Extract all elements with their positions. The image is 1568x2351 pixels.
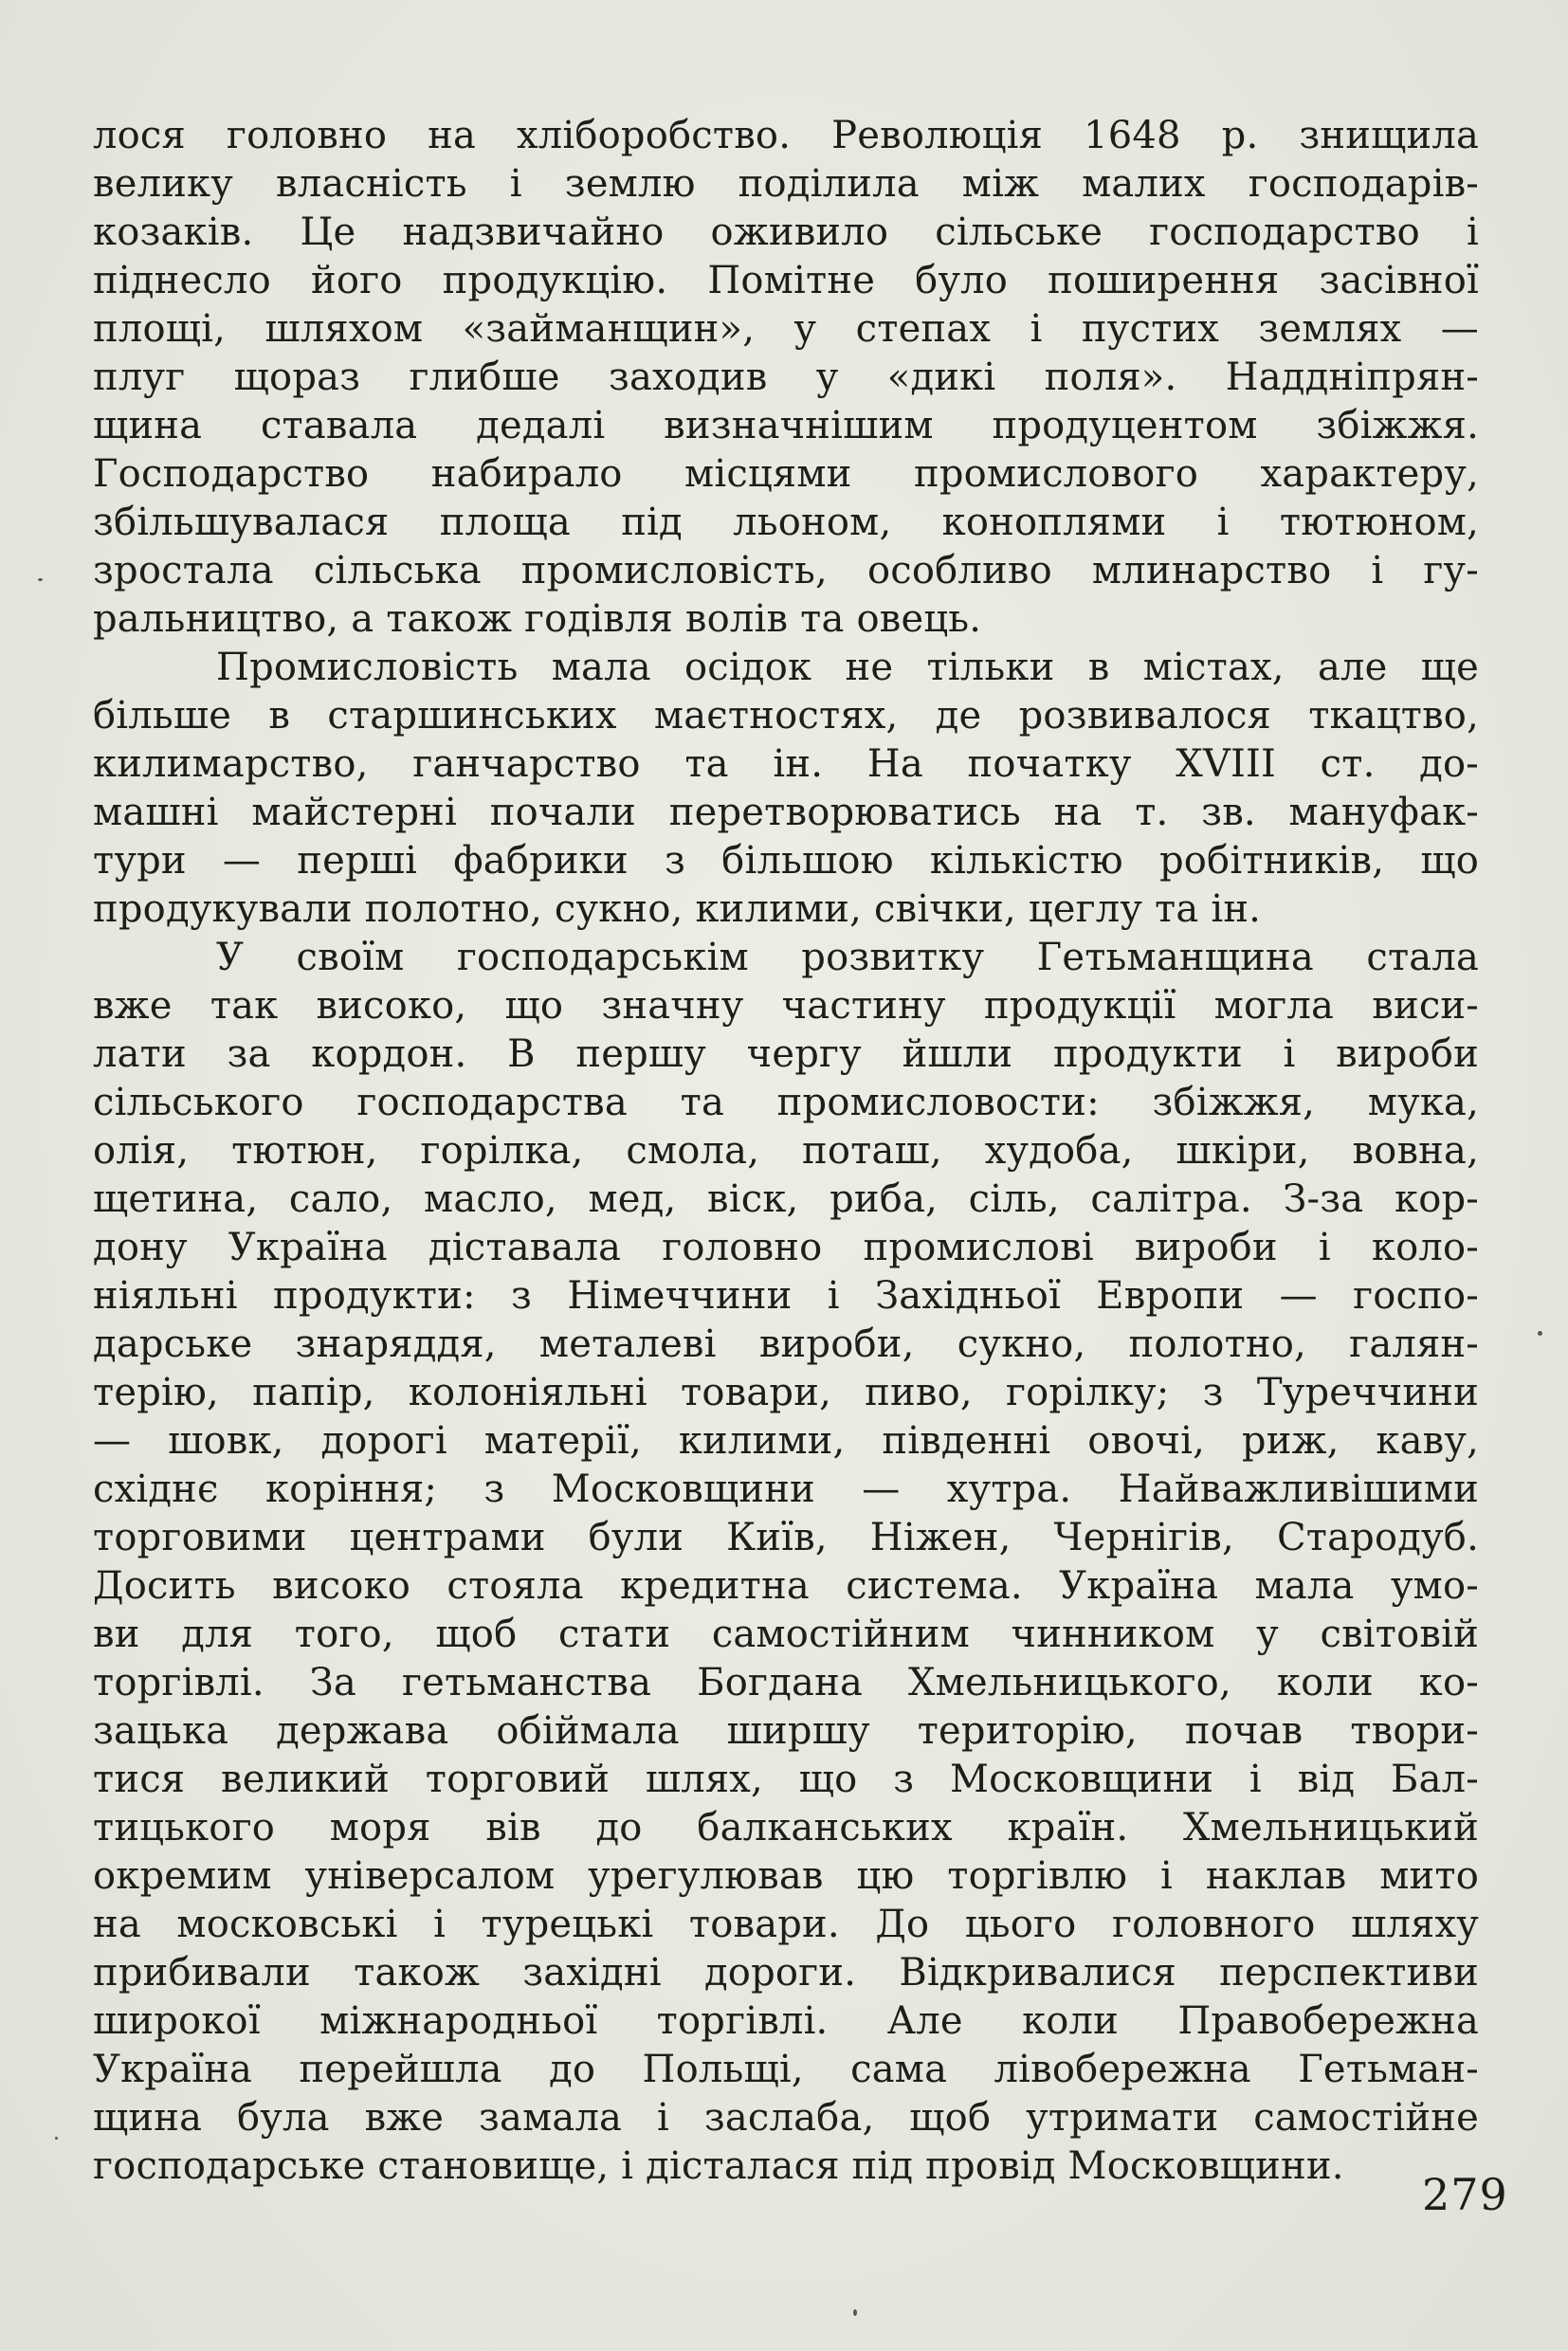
paper-speck <box>38 578 43 581</box>
text-line: козаків. Це надзвичайно оживило сільське господарство і <box>93 210 1479 254</box>
text-line: щина була вже замала і заслаба, щоб утримати самостійне <box>93 2096 1479 2140</box>
text-line: Промисловість мала осідок не тільки в містах, але ще <box>216 646 1479 689</box>
text-line: торговими центрами були Київ, Ніжен, Чернігів, Стародуб. <box>93 1516 1479 1559</box>
paragraph <box>93 934 1479 2191</box>
text-line: лати за кордон. В першу чергу йшли продукти і вироби <box>93 1032 1479 1076</box>
paper-speck <box>853 2309 857 2316</box>
text-line: вже так високо, що значну частину продукції могла виси- <box>93 984 1479 1028</box>
body-text <box>93 112 1479 2191</box>
paper-speck <box>55 2137 58 2140</box>
text-line: окремим універсалом урегулював цю торгівлю і наклав мито <box>93 1854 1479 1898</box>
text-line: Господарство набирало місцями промислового характеру, <box>93 452 1479 496</box>
text-line: щетина, сало, масло, мед, віск, риба, сіль, салітра. З-за кор- <box>93 1177 1479 1221</box>
text-line: лося головно на хліборобство. Революція 1648 р. знищила <box>93 114 1479 157</box>
text-line: машні майстерні почали перетворюватись на т. зв. мануфак- <box>93 791 1479 834</box>
text-line: дарське знаряддя, металеві вироби, сукно, полотно, галян- <box>93 1322 1479 1366</box>
text-line: килимарство, ганчарство та ін. На початку XVIII ст. до- <box>93 742 1479 786</box>
text-line: тури — перші фабрики з більшою кількістю робітників, що <box>93 839 1479 883</box>
text-line: ви для того, щоб стати самостійним чинником у світовій <box>93 1613 1479 1656</box>
text-line: продукували полотно, сукно, килими, свічки, цеглу та ін. <box>93 887 1262 931</box>
text-line: тися великий торговий шлях, що з Московщини і від Бал- <box>93 1758 1479 1801</box>
text-line: У своїм господарськім розвитку Гетьманщина стала <box>216 936 1479 979</box>
paper-speck <box>1538 1331 1542 1336</box>
text-line: сільського господарства та промисловости: збіжжя, мука, <box>93 1081 1479 1124</box>
text-line: зацька держава обіймала ширшу територію, почав твори- <box>93 1709 1479 1753</box>
text-line: збільшувалася площа під льоном, коноплями і тютюном, <box>93 501 1479 544</box>
text-line: Досить високо стояла кредитна система. Україна мала умо- <box>93 1564 1479 1608</box>
text-line: прибивали також західні дороги. Відкривалися перспективи <box>93 1951 1479 1995</box>
text-line: зростала сільська промисловість, особливо млинарство і гу- <box>93 549 1479 592</box>
text-line: піднесло його продукцію. Помітне було поширення засівної <box>93 259 1479 302</box>
text-line: ніяльні продукти: з Німеччини і Західньої Европи — госпо- <box>93 1274 1479 1318</box>
text-line: східнє коріння; з Московщини — хутра. Найважливішими <box>93 1467 1479 1511</box>
text-line: на московські і турецькі товари. До цього головного шляху <box>93 1903 1479 1946</box>
text-line: велику власність і землю поділила між малих господарів- <box>93 162 1479 206</box>
text-line: ральництво, а також годівля волів та овець. <box>93 597 982 641</box>
text-line: щина ставала дедалі визначнішим продуцентом збіжжя. <box>93 404 1479 447</box>
text-line: тицького моря вів до балканських країн. Хмельницький <box>93 1806 1479 1850</box>
text-line: дону Україна діставала головно промислові вироби і коло- <box>93 1226 1479 1269</box>
text-line: торгівлі. За гетьманства Богдана Хмельницького, коли ко- <box>93 1661 1479 1704</box>
paragraph <box>93 112 1479 644</box>
text-line: більше в старшинських маєтностях, де розвивалося ткацтво, <box>93 694 1479 738</box>
page-number: 279 <box>1422 2169 1508 2220</box>
text-line: — шовк, дорогі матерії, килими, південні овочі, риж, каву, <box>93 1419 1479 1463</box>
paragraph <box>93 644 1479 934</box>
text-line: господарське становище, і дісталася під провід Московщини. <box>93 2144 1344 2188</box>
text-line: плуг щораз глибше заходив у «дикі поля». Наддніпрян- <box>93 355 1479 399</box>
text-line: терію, папір, колоніяльні товари, пиво, горілку; з Туреччини <box>93 1371 1479 1414</box>
text-line: Україна перейшла до Польщі, сама лівобережна Гетьман- <box>93 2048 1479 2091</box>
text-line: площі, шляхом «займанщин», у степах і пустих землях — <box>93 307 1479 351</box>
text-line: широкої міжнародньої торгівлі. Але коли Правобережна <box>93 1999 1479 2043</box>
text-line: олія, тютюн, горілка, смола, поташ, худоба, шкіри, вовна, <box>93 1129 1479 1173</box>
